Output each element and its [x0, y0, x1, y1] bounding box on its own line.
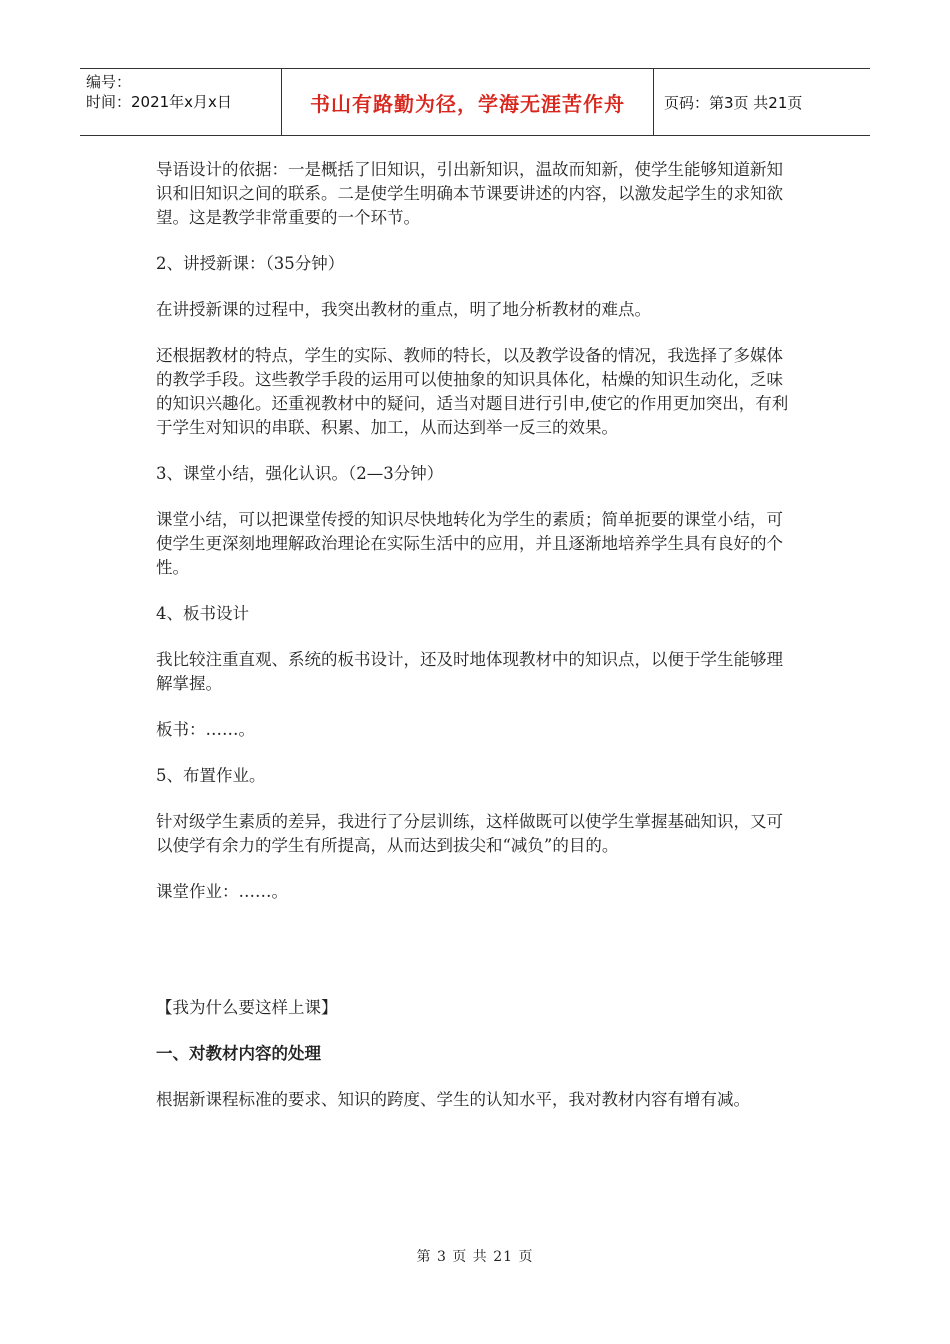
- header-motto: 书山有路勤为径，学海无涯苦作舟: [282, 69, 654, 135]
- heading-board-design: 4、板书设计: [156, 604, 249, 623]
- paragraph-new-lesson: 在讲授新课的过程中，我突出教材的重点，明了地分析教材的难点。: [156, 300, 651, 319]
- paragraph-teaching-methods: 还根据教材的特点，学生的实际、教师的特长，以及教学设备的情况，我选择了多媒体的教学手段。这些教学手段的运用可以使抽象的知识具体化，枯燥的知识生动化，乏味的知识兴趣化。还重视教材中的疑问，适当对题目进行引申,使它的作用更加突出，有利于学生对知识的串联、积累、加工，从而达到举一反三的效果。: [156, 346, 789, 437]
- blank-space: [156, 926, 796, 996]
- paragraph-board: 板书：……。: [156, 720, 255, 739]
- paragraph-board-design: 我比较注重直观、系统的板书设计，还及时地体现教材中的知识点，以便于学生能够理解掌握。: [156, 650, 783, 693]
- paragraph-class-homework: 课堂作业：……。: [156, 882, 288, 901]
- heading-new-lesson: 2、讲授新课：（35分钟）: [156, 254, 345, 273]
- header-meta: [80, 69, 282, 135]
- document-body: [156, 158, 796, 1134]
- heading-summary: 3、课堂小结，强化认识。（2—3分钟）: [156, 464, 444, 483]
- page-footer: 第 3 页 共 21 页: [416, 1249, 534, 1265]
- heading-homework: 5、布置作业。: [156, 766, 266, 785]
- time-label: 时间：2021年x月x日: [86, 93, 232, 111]
- page-header: [80, 68, 870, 136]
- paragraph-content-processing: 根据新课程标准的要求、知识的跨度、学生的认知水平，我对教材内容有增有减。: [156, 1090, 750, 1109]
- heading-content-processing: 一、对教材内容的处理: [156, 1044, 321, 1063]
- paragraph-intro-basis: 导语设计的依据：一是概括了旧知识，引出新知识，温故而知新，使学生能够知道新知识和旧知识之间的联系。二是使学生明确本节课要讲述的内容，以激发起学生的求知欲望。这是教学非常重要的一个环节。: [156, 160, 783, 227]
- number-label: 编号：: [86, 73, 132, 91]
- header-page-code: 页码：第3页 共21页: [664, 93, 803, 112]
- paragraph-summary: 课堂小结，可以把课堂传授的知识尽快地转化为学生的素质；简单扼要的课堂小结，可使学生更深刻地理解政治理论在实际生活中的应用，并且逐渐地培养学生具有良好的个性。: [156, 510, 783, 577]
- paragraph-homework: 针对级学生素质的差异，我进行了分层训练，这样做既可以使学生掌握基础知识，又可以使学有余力的学生有所提高，从而达到拔尖和“减负”的目的。: [156, 812, 783, 855]
- section-title-why: 【我为什么要这样上课】: [156, 998, 338, 1017]
